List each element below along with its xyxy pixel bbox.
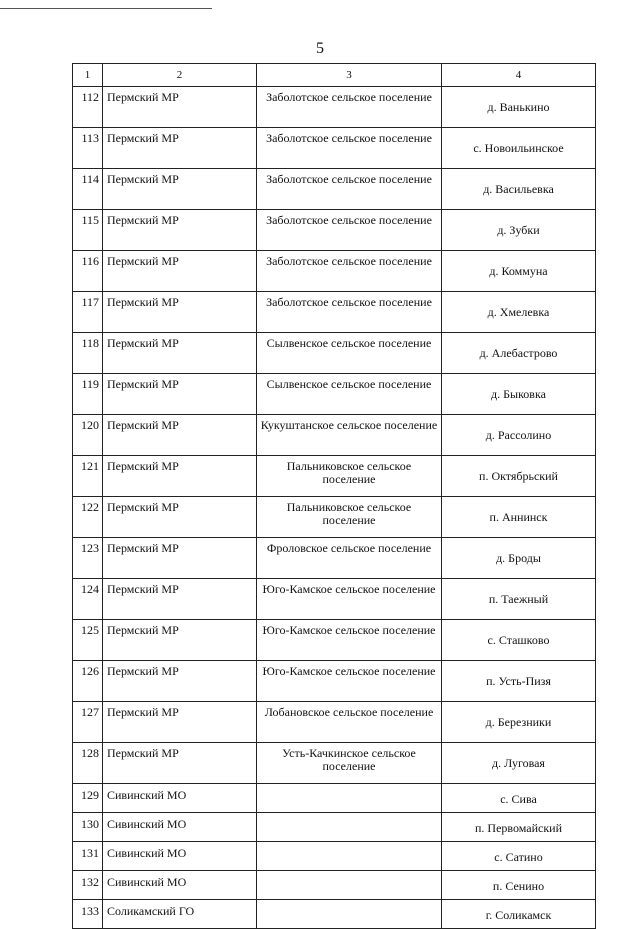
district-cell: Пермский МР: [103, 456, 257, 497]
table-header: [73, 64, 596, 87]
table-row: [73, 251, 596, 292]
locality-cell: п. Усть-Пизя: [442, 661, 596, 702]
settlement-cell: Заболотское сельское поселение: [257, 169, 442, 210]
settlement-cell: [257, 900, 442, 929]
table-row: [73, 292, 596, 333]
locality-cell: п. Первомайский: [442, 813, 596, 842]
table-row: [73, 497, 596, 538]
row-number: 113: [73, 128, 103, 169]
locality-cell: д. Ванькино: [442, 87, 596, 128]
district-cell: Соликамский ГО: [103, 900, 257, 929]
locality-cell: д. Луговая: [442, 743, 596, 784]
locality-cell: с. Новоильинское: [442, 128, 596, 169]
settlement-cell: Заболотское сельское поселение: [257, 128, 442, 169]
district-cell: Пермский МР: [103, 497, 257, 538]
district-cell: Пермский МР: [103, 579, 257, 620]
district-cell: Пермский МР: [103, 251, 257, 292]
row-number: 120: [73, 415, 103, 456]
district-cell: Пермский МР: [103, 415, 257, 456]
page-number: 5: [316, 40, 324, 57]
locality-cell: п. Сенино: [442, 871, 596, 900]
locality-cell: п. Октябрьский: [442, 456, 596, 497]
table-row: [73, 743, 596, 784]
table-row: [73, 900, 596, 929]
row-number: 131: [73, 842, 103, 871]
locality-cell: д. Рассолино: [442, 415, 596, 456]
locality-cell: д. Коммуна: [442, 251, 596, 292]
settlement-cell: Лобановское сельское поселение: [257, 702, 442, 743]
table-row: [73, 87, 596, 128]
locality-cell: с. Сташково: [442, 620, 596, 661]
settlement-cell: Заболотское сельское поселение: [257, 251, 442, 292]
settlement-cell: [257, 784, 442, 813]
table-row: [73, 415, 596, 456]
district-cell: Пермский МР: [103, 292, 257, 333]
row-number: 124: [73, 579, 103, 620]
row-number: 123: [73, 538, 103, 579]
header-col-4: 4: [442, 64, 596, 87]
table-row: [73, 333, 596, 374]
settlement-cell: Заболотское сельское поселение: [257, 87, 442, 128]
row-number: 122: [73, 497, 103, 538]
settlement-cell: Юго-Камское сельское поселение: [257, 661, 442, 702]
row-number: 115: [73, 210, 103, 251]
district-cell: Пермский МР: [103, 374, 257, 415]
district-cell: Сивинский МО: [103, 813, 257, 842]
row-number: 133: [73, 900, 103, 929]
header-col-2: 2: [103, 64, 257, 87]
district-cell: Пермский МР: [103, 661, 257, 702]
locality-cell: п. Аннинск: [442, 497, 596, 538]
locality-table: [72, 63, 596, 929]
settlement-cell: [257, 871, 442, 900]
settlement-cell: Сылвенское сельское поселение: [257, 374, 442, 415]
row-number: 130: [73, 813, 103, 842]
settlement-cell: Сылвенское сельское поселение: [257, 333, 442, 374]
row-number: 114: [73, 169, 103, 210]
district-cell: Пермский МР: [103, 169, 257, 210]
settlement-cell: Заболотское сельское поселение: [257, 292, 442, 333]
row-number: 126: [73, 661, 103, 702]
settlement-cell: Фроловское сельское поселение: [257, 538, 442, 579]
table-row: [73, 456, 596, 497]
district-cell: Пермский МР: [103, 87, 257, 128]
settlement-cell: Усть-Качкинское сельское поселение: [257, 743, 442, 784]
settlement-cell: Заболотское сельское поселение: [257, 210, 442, 251]
row-number: 119: [73, 374, 103, 415]
district-cell: Пермский МР: [103, 620, 257, 661]
locality-cell: с. Сатино: [442, 842, 596, 871]
locality-cell: д. Хмелевка: [442, 292, 596, 333]
header-col-3: 3: [257, 64, 442, 87]
row-number: 121: [73, 456, 103, 497]
table-row: [73, 374, 596, 415]
scan-edge-line: [0, 8, 212, 9]
settlement-cell: Кукуштанское сельское поселение: [257, 415, 442, 456]
table-row: [73, 784, 596, 813]
settlement-cell: Пальниковское сельское поселение: [257, 497, 442, 538]
district-cell: Пермский МР: [103, 128, 257, 169]
district-cell: Пермский МР: [103, 743, 257, 784]
row-number: 128: [73, 743, 103, 784]
row-number: 129: [73, 784, 103, 813]
district-cell: Пермский МР: [103, 702, 257, 743]
table-row: [73, 169, 596, 210]
settlement-cell: Пальниковское сельское поселение: [257, 456, 442, 497]
locality-cell: д. Березники: [442, 702, 596, 743]
settlement-cell: [257, 813, 442, 842]
locality-cell: д. Быковка: [442, 374, 596, 415]
table-body: [73, 87, 596, 929]
row-number: 125: [73, 620, 103, 661]
locality-cell: с. Сива: [442, 784, 596, 813]
settlement-cell: Юго-Камское сельское поселение: [257, 620, 442, 661]
row-number: 118: [73, 333, 103, 374]
district-cell: Сивинский МО: [103, 842, 257, 871]
district-cell: Пермский МР: [103, 333, 257, 374]
row-number: 132: [73, 871, 103, 900]
locality-cell: п. Таежный: [442, 579, 596, 620]
table-row: [73, 813, 596, 842]
row-number: 112: [73, 87, 103, 128]
table-row: [73, 128, 596, 169]
locality-cell: д. Броды: [442, 538, 596, 579]
table-row: [73, 702, 596, 743]
table-row: [73, 871, 596, 900]
table-row: [73, 661, 596, 702]
locality-cell: г. Соликамск: [442, 900, 596, 929]
row-number: 116: [73, 251, 103, 292]
header-col-1: 1: [73, 64, 103, 87]
settlement-cell: [257, 842, 442, 871]
row-number: 127: [73, 702, 103, 743]
district-cell: Сивинский МО: [103, 871, 257, 900]
table-row: [73, 538, 596, 579]
district-cell: Сивинский МО: [103, 784, 257, 813]
table-row: [73, 210, 596, 251]
header-row: [73, 64, 596, 87]
settlement-cell: Юго-Камское сельское поселение: [257, 579, 442, 620]
row-number: 117: [73, 292, 103, 333]
table-row: [73, 579, 596, 620]
locality-cell: д. Зубки: [442, 210, 596, 251]
district-cell: Пермский МР: [103, 210, 257, 251]
table-row: [73, 620, 596, 661]
table-row: [73, 842, 596, 871]
locality-cell: д. Алебастрово: [442, 333, 596, 374]
locality-cell: д. Васильевка: [442, 169, 596, 210]
district-cell: Пермский МР: [103, 538, 257, 579]
